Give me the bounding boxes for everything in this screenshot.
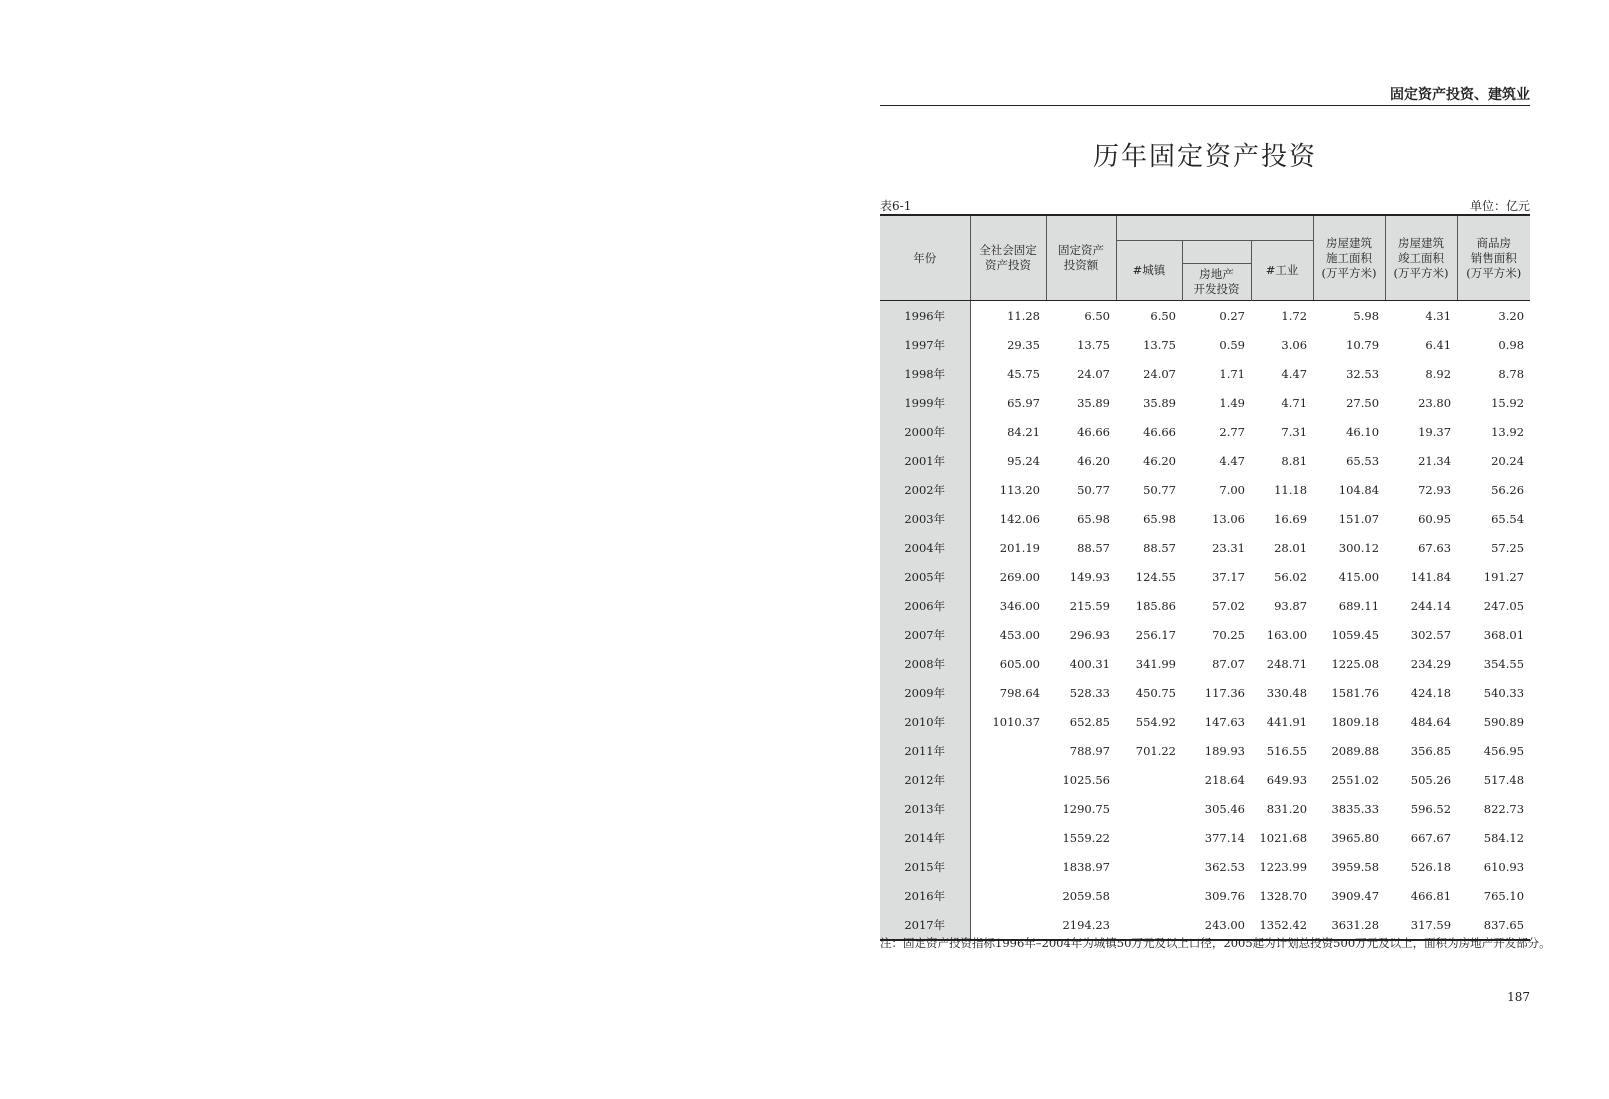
table-label: 表6-1: [880, 199, 912, 213]
cell-sales: 65.54: [1491, 511, 1525, 526]
cell-fixed: 1559.22: [1062, 830, 1110, 845]
cell-total: [970, 852, 1046, 881]
cell-fixed: 24.07: [1077, 366, 1110, 381]
header-urban: #城镇: [1116, 241, 1182, 301]
cell-total: 1010.37: [992, 714, 1040, 729]
cell-completed: 505.26: [1410, 772, 1452, 787]
cell-year: 2004年: [880, 533, 970, 562]
table-row: [880, 649, 1530, 678]
cell-urban: 46.20: [1143, 453, 1176, 468]
cell-year: 2010年: [880, 707, 970, 736]
header-sales-line2: 销售面积: [1470, 250, 1517, 265]
cell-real-estate: 243.00: [1182, 910, 1251, 940]
cell-industry: 163.00: [1266, 627, 1308, 642]
cell-year: 2000年: [880, 417, 970, 446]
cell-industry: 1223.99: [1259, 859, 1308, 874]
cell-real-estate: 4.47: [1219, 453, 1245, 468]
table-row: [880, 475, 1530, 504]
cell-total: [970, 794, 1046, 823]
cell-urban: [1116, 852, 1182, 881]
cell-urban: 124.55: [1135, 569, 1176, 584]
cell-completed: 23.80: [1418, 395, 1452, 410]
cell-completed: 466.81: [1410, 888, 1452, 903]
cell-fixed: 149.93: [1069, 569, 1110, 584]
cell-urban: [1116, 881, 1182, 910]
cell-year: 2017年: [880, 910, 970, 940]
header-real-estate-spacer: [1182, 241, 1251, 264]
header-sales-line3: (万平方米): [1466, 265, 1522, 280]
header-real-estate-line2: 开发投资: [1193, 282, 1240, 296]
cell-sales: 837.65: [1457, 910, 1530, 940]
cell-urban: 6.50: [1150, 308, 1176, 323]
header-completed-line2: 竣工面积: [1398, 250, 1445, 265]
cell-year: 2011年: [880, 736, 970, 765]
investment-table: [880, 214, 1530, 941]
cell-real-estate: 147.63: [1204, 714, 1245, 729]
cell-sales: 56.26: [1491, 482, 1525, 497]
cell-real-estate: 13.06: [1212, 511, 1245, 526]
table-row: [880, 301, 1530, 331]
cell-construction: 3835.33: [1331, 801, 1380, 816]
cell-fixed: 1838.97: [1062, 859, 1110, 874]
cell-construction: 2089.88: [1331, 743, 1380, 758]
page-number: 187: [1507, 990, 1530, 1004]
cell-total: [970, 736, 1046, 765]
cell-industry: 649.93: [1266, 772, 1308, 787]
table-row: [880, 533, 1530, 562]
cell-construction: 46.10: [1346, 424, 1380, 439]
cell-fixed: 35.89: [1077, 395, 1110, 410]
cell-total: 605.00: [999, 656, 1040, 671]
cell-industry: 1328.70: [1259, 888, 1308, 903]
cell-completed: 67.63: [1418, 540, 1452, 555]
cell-construction: 689.11: [1338, 598, 1380, 613]
cell-fixed: 65.98: [1077, 511, 1110, 526]
cell-fixed: 46.66: [1077, 424, 1110, 439]
cell-total: [970, 881, 1046, 910]
cell-sales: 15.92: [1491, 395, 1525, 410]
cell-construction: 1581.76: [1331, 685, 1380, 700]
cell-real-estate: 23.31: [1212, 540, 1245, 555]
cell-year: 2013年: [880, 794, 970, 823]
cell-fixed: 2194.23: [1046, 910, 1116, 940]
cell-total: 346.00: [999, 598, 1040, 613]
cell-completed: 21.34: [1418, 453, 1452, 468]
table-body: [880, 301, 1530, 941]
cell-sales: 822.73: [1483, 801, 1525, 816]
header-construction-line2: 施工面积: [1326, 250, 1373, 265]
table-row: [880, 562, 1530, 591]
cell-fixed: 215.59: [1069, 598, 1110, 613]
cell-industry: 831.20: [1266, 801, 1308, 816]
cell-industry: 516.55: [1266, 743, 1308, 758]
cell-real-estate: 7.00: [1219, 482, 1245, 497]
cell-construction: 32.53: [1346, 366, 1380, 381]
cell-urban: 341.99: [1135, 656, 1176, 671]
table-row: [880, 620, 1530, 649]
cell-year: 2003年: [880, 504, 970, 533]
cell-construction: 2551.02: [1331, 772, 1380, 787]
cell-construction: 3959.58: [1331, 859, 1380, 874]
cell-completed: 4.31: [1425, 308, 1452, 323]
cell-year: 2012年: [880, 765, 970, 794]
cell-total: 29.35: [1007, 337, 1040, 352]
cell-sales: 368.01: [1483, 627, 1525, 642]
cell-sales: 584.12: [1483, 830, 1525, 845]
cell-year: 2005年: [880, 562, 970, 591]
cell-urban: [1116, 823, 1182, 852]
cell-real-estate: 377.14: [1204, 830, 1245, 845]
header-construction-line1: 房屋建筑: [1326, 235, 1373, 250]
cell-industry: 16.69: [1274, 511, 1308, 526]
table-row: [880, 388, 1530, 417]
cell-fixed: 46.20: [1077, 453, 1110, 468]
header-construction-line3: (万平方米): [1321, 265, 1377, 280]
cell-year: 2015年: [880, 852, 970, 881]
cell-urban: 450.75: [1135, 685, 1176, 700]
table-row: [880, 823, 1530, 852]
cell-industry: 8.81: [1281, 453, 1308, 468]
cell-urban: 24.07: [1143, 366, 1176, 381]
cell-fixed: 6.50: [1084, 308, 1110, 323]
cell-industry: 1.72: [1281, 308, 1308, 323]
cell-industry: 56.02: [1274, 569, 1308, 584]
cell-year: 2009年: [880, 678, 970, 707]
header-completed-area: [1385, 215, 1457, 301]
cell-construction: 65.53: [1346, 453, 1380, 468]
cell-total: 453.00: [999, 627, 1040, 642]
cell-industry: 28.01: [1274, 540, 1308, 555]
header-real-estate: [1182, 264, 1251, 301]
cell-completed: 596.52: [1410, 801, 1452, 816]
cell-completed: 302.57: [1410, 627, 1452, 642]
header-fixed-asset-line2: 投资额: [1063, 258, 1099, 272]
table-row: [880, 359, 1530, 388]
cell-urban: 65.98: [1143, 511, 1176, 526]
cell-completed: 8.92: [1425, 366, 1452, 381]
cell-fixed: 2059.58: [1062, 888, 1110, 903]
cell-year: 1996年: [880, 301, 970, 331]
page-title: 历年固定资产投资: [1092, 142, 1317, 172]
cell-sales: 247.05: [1483, 598, 1525, 613]
cell-sales: 765.10: [1483, 888, 1525, 903]
cell-real-estate: 37.17: [1212, 569, 1245, 584]
table-row: [880, 591, 1530, 620]
header-total-fixed-line1: 全社会固定: [979, 243, 1037, 257]
cell-completed: 484.64: [1410, 714, 1452, 729]
cell-year: 2001年: [880, 446, 970, 475]
cell-completed: 356.85: [1410, 743, 1452, 758]
cell-industry: 1021.68: [1259, 830, 1308, 845]
cell-industry: 1352.42: [1251, 910, 1313, 940]
cell-real-estate: 1.49: [1219, 395, 1245, 410]
cell-sales: 57.25: [1491, 540, 1525, 555]
cell-industry: 441.91: [1266, 714, 1308, 729]
cell-fixed: 788.97: [1069, 743, 1110, 758]
cell-fixed: 400.31: [1069, 656, 1110, 671]
cell-completed: 526.18: [1410, 859, 1452, 874]
cell-urban: 13.75: [1143, 337, 1176, 352]
table-row: [880, 765, 1530, 794]
header-industry: #工业: [1251, 241, 1313, 301]
cell-fixed: 50.77: [1077, 482, 1110, 497]
cell-sales: 0.98: [1498, 337, 1525, 352]
cell-real-estate: 0.59: [1219, 337, 1245, 352]
cell-urban: 50.77: [1143, 482, 1176, 497]
table-row: [880, 417, 1530, 446]
cell-total: 95.24: [1007, 453, 1040, 468]
table-row: [880, 794, 1530, 823]
cell-construction: 3965.80: [1331, 830, 1380, 845]
cell-fixed: 528.33: [1069, 685, 1110, 700]
cell-construction: 1059.45: [1331, 627, 1380, 642]
table-row: [880, 881, 1530, 910]
cell-total: 45.75: [1007, 366, 1040, 381]
table-row: [880, 330, 1530, 359]
running-head: 固定资产投资、建筑业: [1390, 87, 1530, 103]
header-completed-line3: (万平方米): [1393, 265, 1449, 280]
cell-urban: 554.92: [1135, 714, 1176, 729]
header-construction-area: [1313, 215, 1385, 301]
cell-completed: 72.93: [1418, 482, 1452, 497]
cell-real-estate: 57.02: [1212, 598, 1245, 613]
header-sales-line1: 商品房: [1476, 235, 1512, 250]
cell-construction: 10.79: [1346, 337, 1380, 352]
table-row: [880, 736, 1530, 765]
cell-sales: 540.33: [1483, 685, 1525, 700]
cell-real-estate: 189.93: [1204, 743, 1245, 758]
cell-completed: 317.59: [1385, 910, 1457, 940]
footnote: 注：固定资产投资指标1996年–2004年为城镇50万元及以上口径，2005起为计划总投资500万元及以上，面积为房地产开发部分。: [880, 936, 1551, 950]
cell-total: 201.19: [999, 540, 1040, 555]
cell-year: 2002年: [880, 475, 970, 504]
cell-total: 269.00: [999, 569, 1040, 584]
cell-total: [970, 765, 1046, 794]
cell-real-estate: 70.25: [1212, 627, 1245, 642]
header-fixed-asset-line1: 固定资产: [1058, 243, 1104, 257]
table-row: [880, 504, 1530, 533]
header-group-blank: [1116, 215, 1313, 241]
cell-total: 65.97: [1007, 395, 1040, 410]
header-rule: [880, 105, 1530, 106]
cell-sales: 3.20: [1498, 308, 1525, 323]
header-year: 年份: [880, 215, 970, 301]
cell-fixed: 1290.75: [1062, 801, 1110, 816]
cell-total: 113.20: [999, 482, 1040, 497]
cell-construction: 300.12: [1338, 540, 1380, 555]
cell-construction: 3909.47: [1331, 888, 1380, 903]
cell-construction: 151.07: [1338, 511, 1380, 526]
cell-sales: 517.48: [1483, 772, 1525, 787]
header-real-estate-line1: 房地产: [1199, 267, 1234, 281]
cell-construction: 104.84: [1338, 482, 1380, 497]
cell-completed: 667.67: [1410, 830, 1452, 845]
cell-real-estate: 117.36: [1204, 685, 1245, 700]
cell-completed: 19.37: [1418, 424, 1452, 439]
cell-urban: 701.22: [1135, 743, 1176, 758]
cell-year: 1998年: [880, 359, 970, 388]
cell-urban: 35.89: [1143, 395, 1176, 410]
cell-fixed: 88.57: [1077, 540, 1110, 555]
cell-total: [970, 823, 1046, 852]
cell-industry: 330.48: [1266, 685, 1308, 700]
cell-total: 142.06: [999, 511, 1040, 526]
cell-construction: 415.00: [1338, 569, 1380, 584]
cell-real-estate: 87.07: [1212, 656, 1245, 671]
cell-fixed: 296.93: [1069, 627, 1110, 642]
header-fixed-asset-investment: [1046, 215, 1116, 301]
cell-construction: 1809.18: [1331, 714, 1380, 729]
header-completed-line1: 房屋建筑: [1398, 235, 1445, 250]
cell-real-estate: 2.77: [1219, 424, 1245, 439]
cell-sales: 610.93: [1483, 859, 1525, 874]
table-row: [880, 678, 1530, 707]
header-total-fixed-line2: 资产投资: [985, 258, 1031, 272]
cell-construction: 3631.28: [1313, 910, 1385, 940]
table-row: [880, 852, 1530, 881]
cell-total: 11.28: [1007, 308, 1040, 323]
table-row: [880, 707, 1530, 736]
cell-year: 2016年: [880, 881, 970, 910]
cell-total: 84.21: [1007, 424, 1040, 439]
header-total-fixed-investment: [970, 215, 1046, 301]
cell-real-estate: 0.27: [1219, 308, 1245, 323]
cell-fixed: 13.75: [1077, 337, 1110, 352]
cell-urban: [1116, 765, 1182, 794]
cell-completed: 141.84: [1410, 569, 1452, 584]
unit-label: 单位：亿元: [1469, 199, 1530, 213]
cell-completed: 424.18: [1410, 685, 1452, 700]
cell-real-estate: 305.46: [1204, 801, 1245, 816]
cell-construction: 1225.08: [1331, 656, 1380, 671]
table-row: [880, 446, 1530, 475]
cell-industry: 11.18: [1274, 482, 1308, 497]
document-page: [880, 0, 1551, 1099]
cell-sales: 8.78: [1498, 366, 1525, 381]
cell-construction: 27.50: [1346, 395, 1380, 410]
cell-industry: 93.87: [1274, 598, 1308, 613]
cell-sales: 456.95: [1483, 743, 1525, 758]
cell-year: 2008年: [880, 649, 970, 678]
cell-real-estate: 1.71: [1219, 366, 1245, 381]
cell-year: 2006年: [880, 591, 970, 620]
cell-construction: 5.98: [1353, 308, 1380, 323]
cell-year: 2007年: [880, 620, 970, 649]
cell-completed: 60.95: [1418, 511, 1452, 526]
cell-urban: [1116, 794, 1182, 823]
table-header: [880, 215, 1530, 301]
cell-sales: 20.24: [1491, 453, 1525, 468]
cell-urban: 46.66: [1143, 424, 1176, 439]
cell-year: 1997年: [880, 330, 970, 359]
cell-completed: 234.29: [1410, 656, 1452, 671]
cell-real-estate: 362.53: [1204, 859, 1245, 874]
cell-urban: 256.17: [1135, 627, 1176, 642]
cell-industry: 4.47: [1281, 366, 1308, 381]
cell-sales: 191.27: [1483, 569, 1525, 584]
cell-real-estate: 309.76: [1204, 888, 1245, 903]
cell-urban: 88.57: [1143, 540, 1176, 555]
cell-industry: 4.71: [1281, 395, 1308, 410]
cell-industry: 3.06: [1281, 337, 1308, 352]
cell-fixed: 1025.56: [1062, 772, 1110, 787]
cell-industry: 7.31: [1281, 424, 1308, 439]
header-sales-area: [1457, 215, 1530, 301]
cell-real-estate: 218.64: [1204, 772, 1245, 787]
cell-year: 1999年: [880, 388, 970, 417]
cell-sales: 13.92: [1491, 424, 1525, 439]
cell-completed: 244.14: [1410, 598, 1452, 613]
cell-industry: 248.71: [1266, 656, 1308, 671]
cell-total: 798.64: [999, 685, 1040, 700]
cell-urban: 185.86: [1135, 598, 1176, 613]
cell-fixed: 652.85: [1069, 714, 1110, 729]
cell-completed: 6.41: [1425, 337, 1452, 352]
cell-sales: 354.55: [1483, 656, 1525, 671]
cell-sales: 590.89: [1483, 714, 1525, 729]
cell-year: 2014年: [880, 823, 970, 852]
